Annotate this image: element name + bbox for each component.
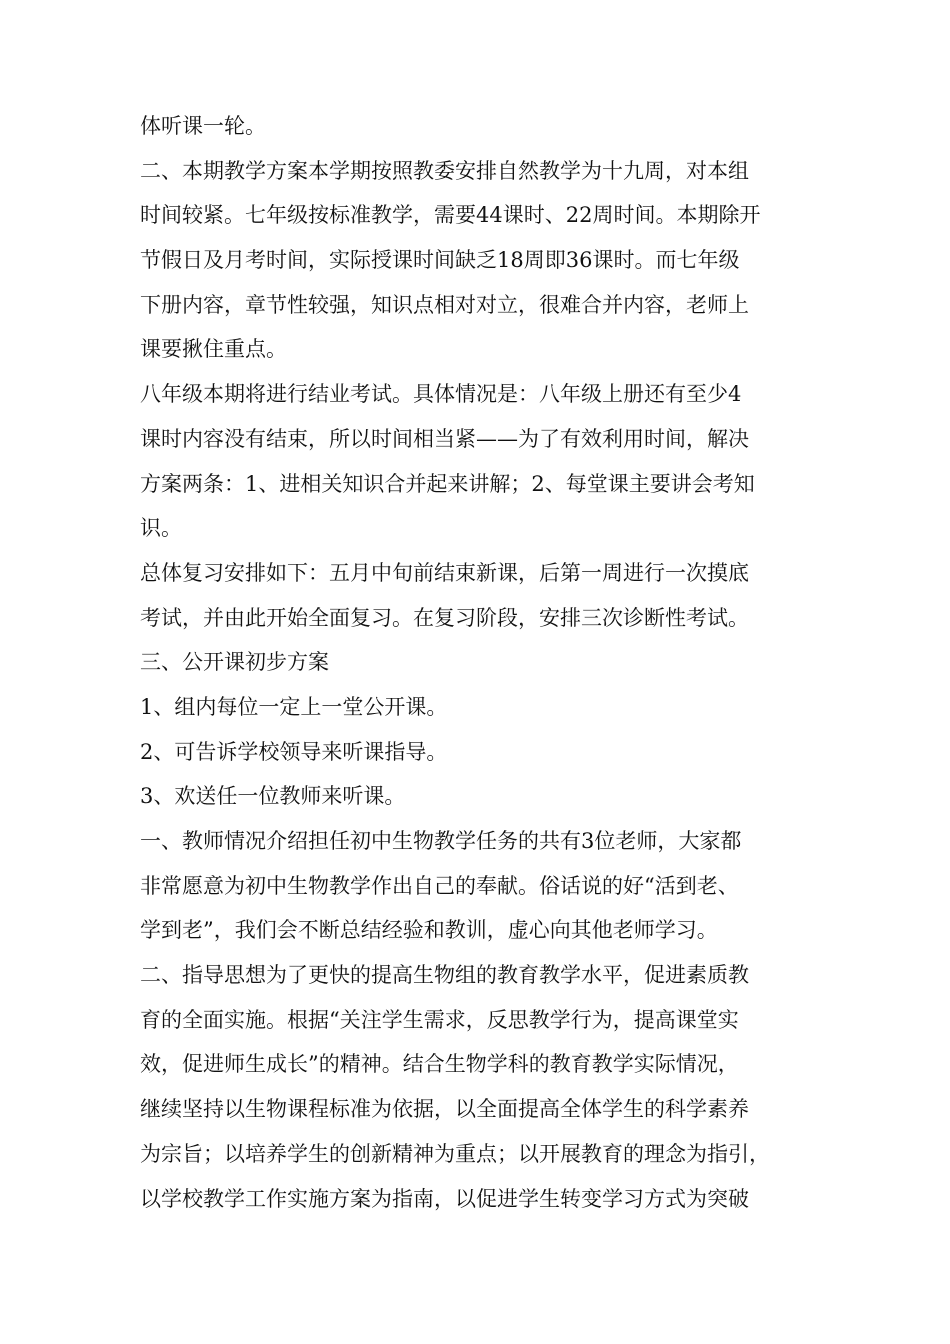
text-line: 一、教师情况介绍担任初中生物教学任务的共有3位老师，大家都	[140, 829, 742, 853]
text-line: 以学校教学工作实施方案为指南，以促进学生转变学习方式为突破	[140, 1186, 749, 1211]
text-line: 考试，并由此开始全面复习。在复习阶段，安排三次诊断性考试。	[140, 605, 749, 630]
text-line: 为宗旨；以培养学生的创新精神为重点；以开展教育的理念为指引，	[140, 1141, 770, 1166]
text-line: 节假日及月考时间，实际授课时间缺乏18周即36课时。而七年级	[140, 248, 740, 273]
text-line: 体听课一轮。	[140, 114, 266, 138]
text-line: 非常愿意为初中生物教学作出自己的奉献。俗话说的好“活到老、	[140, 873, 739, 898]
text-line: 课要揪住重点。	[140, 337, 287, 362]
document-body	[140, 104, 820, 1221]
text-line: 继续坚持以生物课程标准为依据，以全面提高全体学生的科学素养	[140, 1097, 749, 1122]
text-line: 八年级本期将进行结业考试。具体情况是：八年级上册还有至少4	[140, 382, 742, 407]
text-line: 识。	[140, 516, 182, 541]
list-item: 3、欢送任一位教师来听课。	[140, 784, 406, 809]
text-line: 方案两条：1、进相关知识合并起来讲解；2、每堂课主要讲会考知	[140, 471, 755, 496]
text-line: 效，促进师生成长”的精神。结合生物学科的教育教学实际情况，	[140, 1052, 739, 1077]
text-line: 二、指导思想为了更快的提高生物组的教育教学水平，促进素质教	[140, 963, 749, 988]
text-line: 总体复习安排如下：五月中旬前结束新课，后第一周进行一次摸底	[140, 560, 749, 585]
section-heading: 三、公开课初步方案	[140, 650, 329, 675]
text-line: 育的全面实施。根据“关注学生需求，反思教学行为，提高课堂实	[140, 1007, 739, 1032]
text-line: 二、本期教学方案本学期按照教委安排自然教学为十九周，对本组	[140, 158, 749, 183]
text-line: 时间较紧。七年级按标准教学，需要44课时、22周时间。本期除开	[140, 203, 761, 228]
text-line: 课时内容没有结束，所以时间相当紧——为了有效利用时间，解决	[140, 426, 749, 451]
text-line: 学到老”，我们会不断总结经验和教训，虚心向其他老师学习。	[140, 918, 718, 943]
text-line: 下册内容，章节性较强，知识点相对对立，很难合并内容，老师上	[140, 292, 749, 317]
list-item: 2、可告诉学校领导来听课指导。	[140, 739, 448, 764]
list-item: 1、组内每位一定上一堂公开课。	[140, 694, 448, 719]
